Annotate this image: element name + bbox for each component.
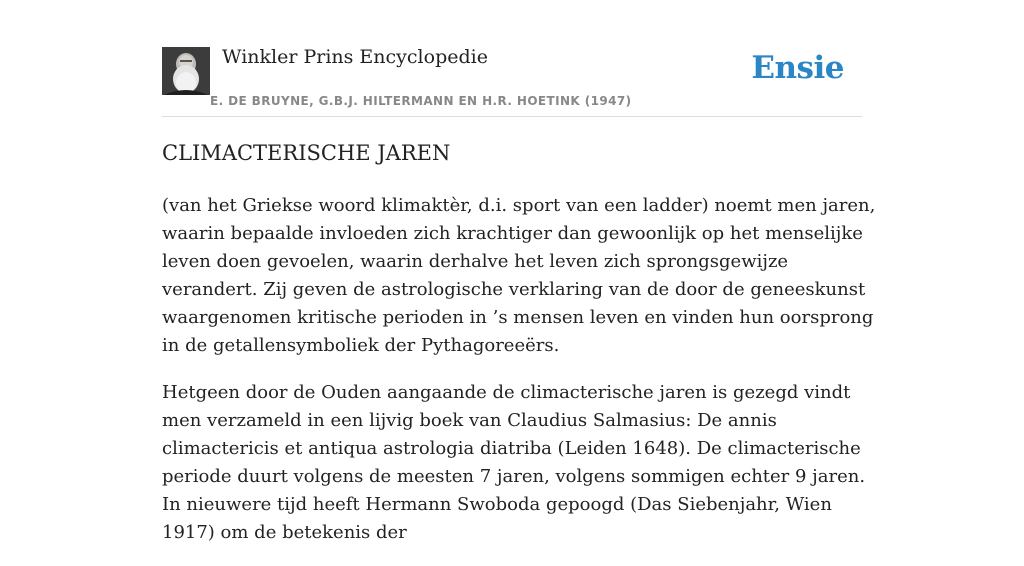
article-title: CLIMACTERISCHE JAREN [162,141,451,165]
portrait-image [162,47,210,95]
ensie-logo[interactable]: Ensie [751,50,844,86]
paragraph: Hetgeen door de Ouden aangaande de climacterische jaren is gezegd vindt men verzameld in een lijvig boek van Claudius Salmasius: De annis climactericis et antiqua astrologia diatriba (Leiden 1648). De climacterische periode duurt volgens de meesten 7 jaren, volgens sommigen echter 9 jaren. In nieuwere tijd heeft Hermann Swoboda gepoogd (Das Siebenjahr, Wien 1917) om de betekenis der [162,382,866,543]
paragraph: (van het Griekse woord klimaktèr, d.i. sport van een ladder) noemt men jaren, waarin bepaalde invloeden zich krachtiger dan gewoonlijk op het menselijke leven doen gevoelen, waarin derhalve het leven zich sprongsgewijze verandert. Zij geven de astrologische verklaring van de door de geneeskunst waargenomen kritische perioden in ’s mensen leven en vinden hun oorsprong in de getallensymboliek der Pythagoreeërs. [162,195,876,356]
source-header [162,46,862,117]
source-title-link[interactable]: Winkler Prins Encyclopedie [222,46,488,68]
authors-label: E. DE BRUYNE, G.B.J. HILTERMANN EN H.R. HOETINK (1947) [210,94,632,108]
author-avatar [162,47,210,95]
article-body [162,192,877,566]
